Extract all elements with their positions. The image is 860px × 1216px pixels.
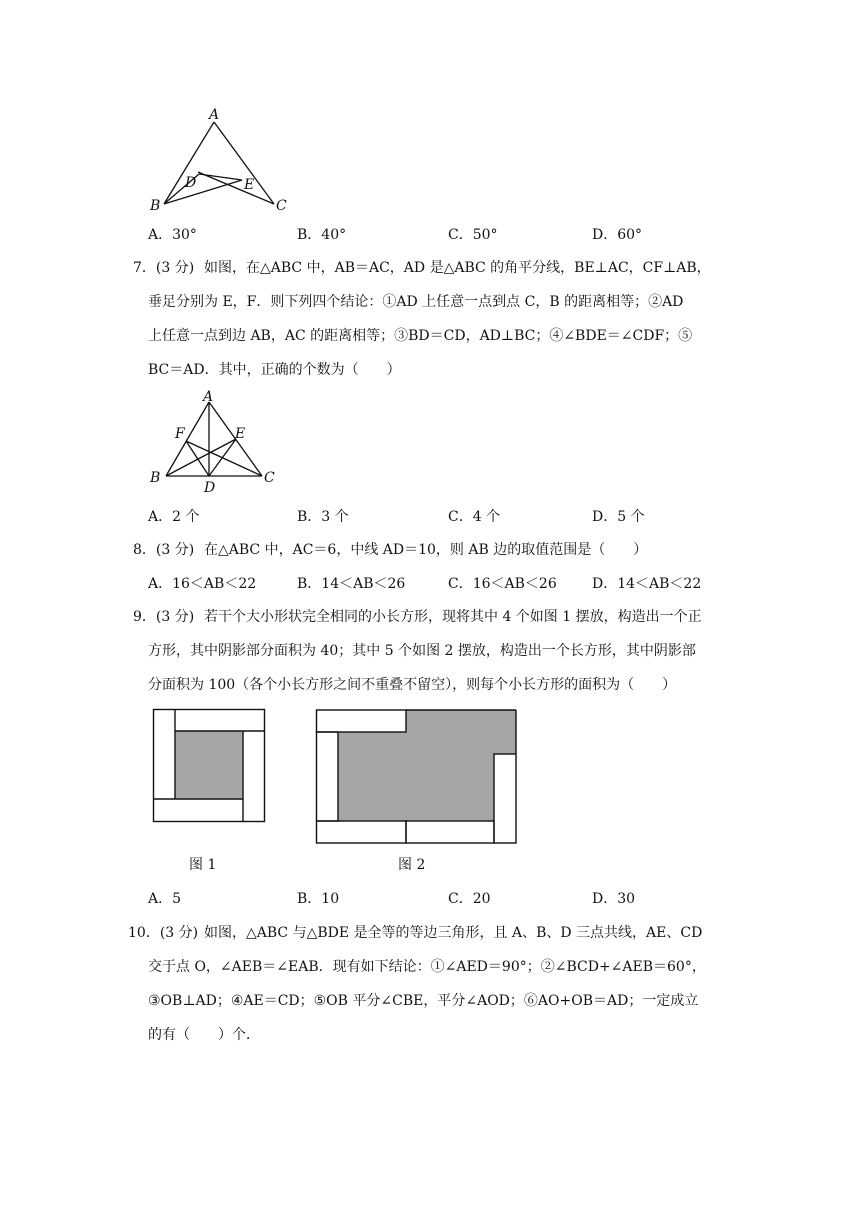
q9-figure-2-caption: 图 2 <box>398 857 426 873</box>
q9-option-b[interactable]: B．10 <box>297 891 340 907</box>
q9-option-d[interactable]: D．30 <box>592 891 636 907</box>
q9-option-c[interactable]: C．20 <box>448 891 491 907</box>
q7-option-b[interactable]: B．3 个 <box>297 509 349 525</box>
fig2-shaded-region <box>338 710 516 821</box>
q6-option-d[interactable]: D．60° <box>592 227 643 243</box>
q7-option-a[interactable]: A．2 个 <box>148 509 200 525</box>
q10-line-3: ③OB⊥AD；④AE＝CD；⑤OB 平分∠CBE，平分∠AOD；⑥AO+OB＝AD；一定成立 <box>148 993 699 1009</box>
q9-number: 9．(3 分) <box>133 609 195 625</box>
q9-line-2: 方形，其中阴影部分面积为 40；其中 5 个如图 2 摆放，构造出一个长方形，其中阴影部 <box>148 643 696 659</box>
q8-option-a[interactable]: A．16＜AB＜22 <box>148 576 257 592</box>
q7-number: 7．(3 分) <box>133 260 195 276</box>
q7-option-d[interactable]: D．5 个 <box>592 509 645 525</box>
fig1-shaded-square <box>175 731 243 799</box>
q8-option-b[interactable]: B．14＜AB＜26 <box>297 576 406 592</box>
q10-line-2: 交于点 O，∠AEB＝∠EAB．现有如下结论：①∠AED＝90°；②∠BCD+∠AEB＝60°， <box>148 959 706 975</box>
q7-label-d: D <box>204 480 216 496</box>
q9-option-a[interactable]: A．5 <box>148 891 182 907</box>
q8-option-d[interactable]: D．14＜AB＜22 <box>592 576 702 592</box>
q7-label-c: C <box>264 470 275 486</box>
q7-option-c[interactable]: C．4 个 <box>448 509 501 525</box>
q9-line-3: 分面积为 100（各个小长方形之间不重叠不留空），则每个小长方形的面积为（ ） <box>148 677 677 693</box>
q8-number: 8．(3 分) <box>133 542 195 558</box>
q6-label-c: C <box>276 198 287 214</box>
q6-label-b: B <box>150 198 161 214</box>
q10-number: 10．(3 分) <box>128 925 199 941</box>
q7-label-e: E <box>235 426 246 442</box>
q10-line-4: 的有（ ）个． <box>148 1027 260 1043</box>
q7-triangle-figure <box>140 386 290 496</box>
q6-option-b[interactable]: B．40° <box>297 227 347 243</box>
q7-line-2: 垂足分别为 E，F．则下列四个结论：①AD 上任意一点到点 C，B 的距离相等；②AD <box>148 294 684 310</box>
q6-label-d: D <box>185 175 197 191</box>
q6-option-a[interactable]: A．30° <box>148 227 197 243</box>
q7-line-4: BC＝AD．其中，正确的个数为（ ） <box>148 362 401 378</box>
q7-label-f: F <box>175 426 185 442</box>
q6-label-a: A <box>209 107 220 123</box>
q7-label-b: B <box>150 470 161 486</box>
q9-line-1: 若干个大小形状完全相同的小长方形，现将其中 4 个如图 1 摆放，构造出一个正 <box>204 609 702 625</box>
q6-triangle-figure <box>140 100 300 220</box>
q10-line-1: 如图，△ABC 与△BDE 是全等的等边三角形，且 A、B、D 三点共线，AE、CD <box>204 925 703 941</box>
q9-figure-1 <box>152 708 268 826</box>
q9-figure-2 <box>315 708 521 848</box>
q7-line-1: 如图，在△ABC 中，AB＝AC，AD 是△ABC 的角平分线，BE⊥AC，CF⊥AB， <box>204 260 711 276</box>
q9-figure-1-caption: 图 1 <box>189 857 217 873</box>
q6-option-c[interactable]: C．50° <box>448 227 498 243</box>
q6-label-e: E <box>244 177 255 193</box>
q7-label-a: A <box>203 389 214 405</box>
q8-option-c[interactable]: C．16＜AB＜26 <box>448 576 557 592</box>
q8-line: 在△ABC 中，AC＝6，中线 AD＝10，则 AB 边的取值范围是（ ） <box>204 542 648 558</box>
q7-line-3: 上任意一点到边 AB，AC 的距离相等；③BD＝CD，AD⊥BC；④∠BDE＝∠CDF；⑤ <box>148 328 693 344</box>
